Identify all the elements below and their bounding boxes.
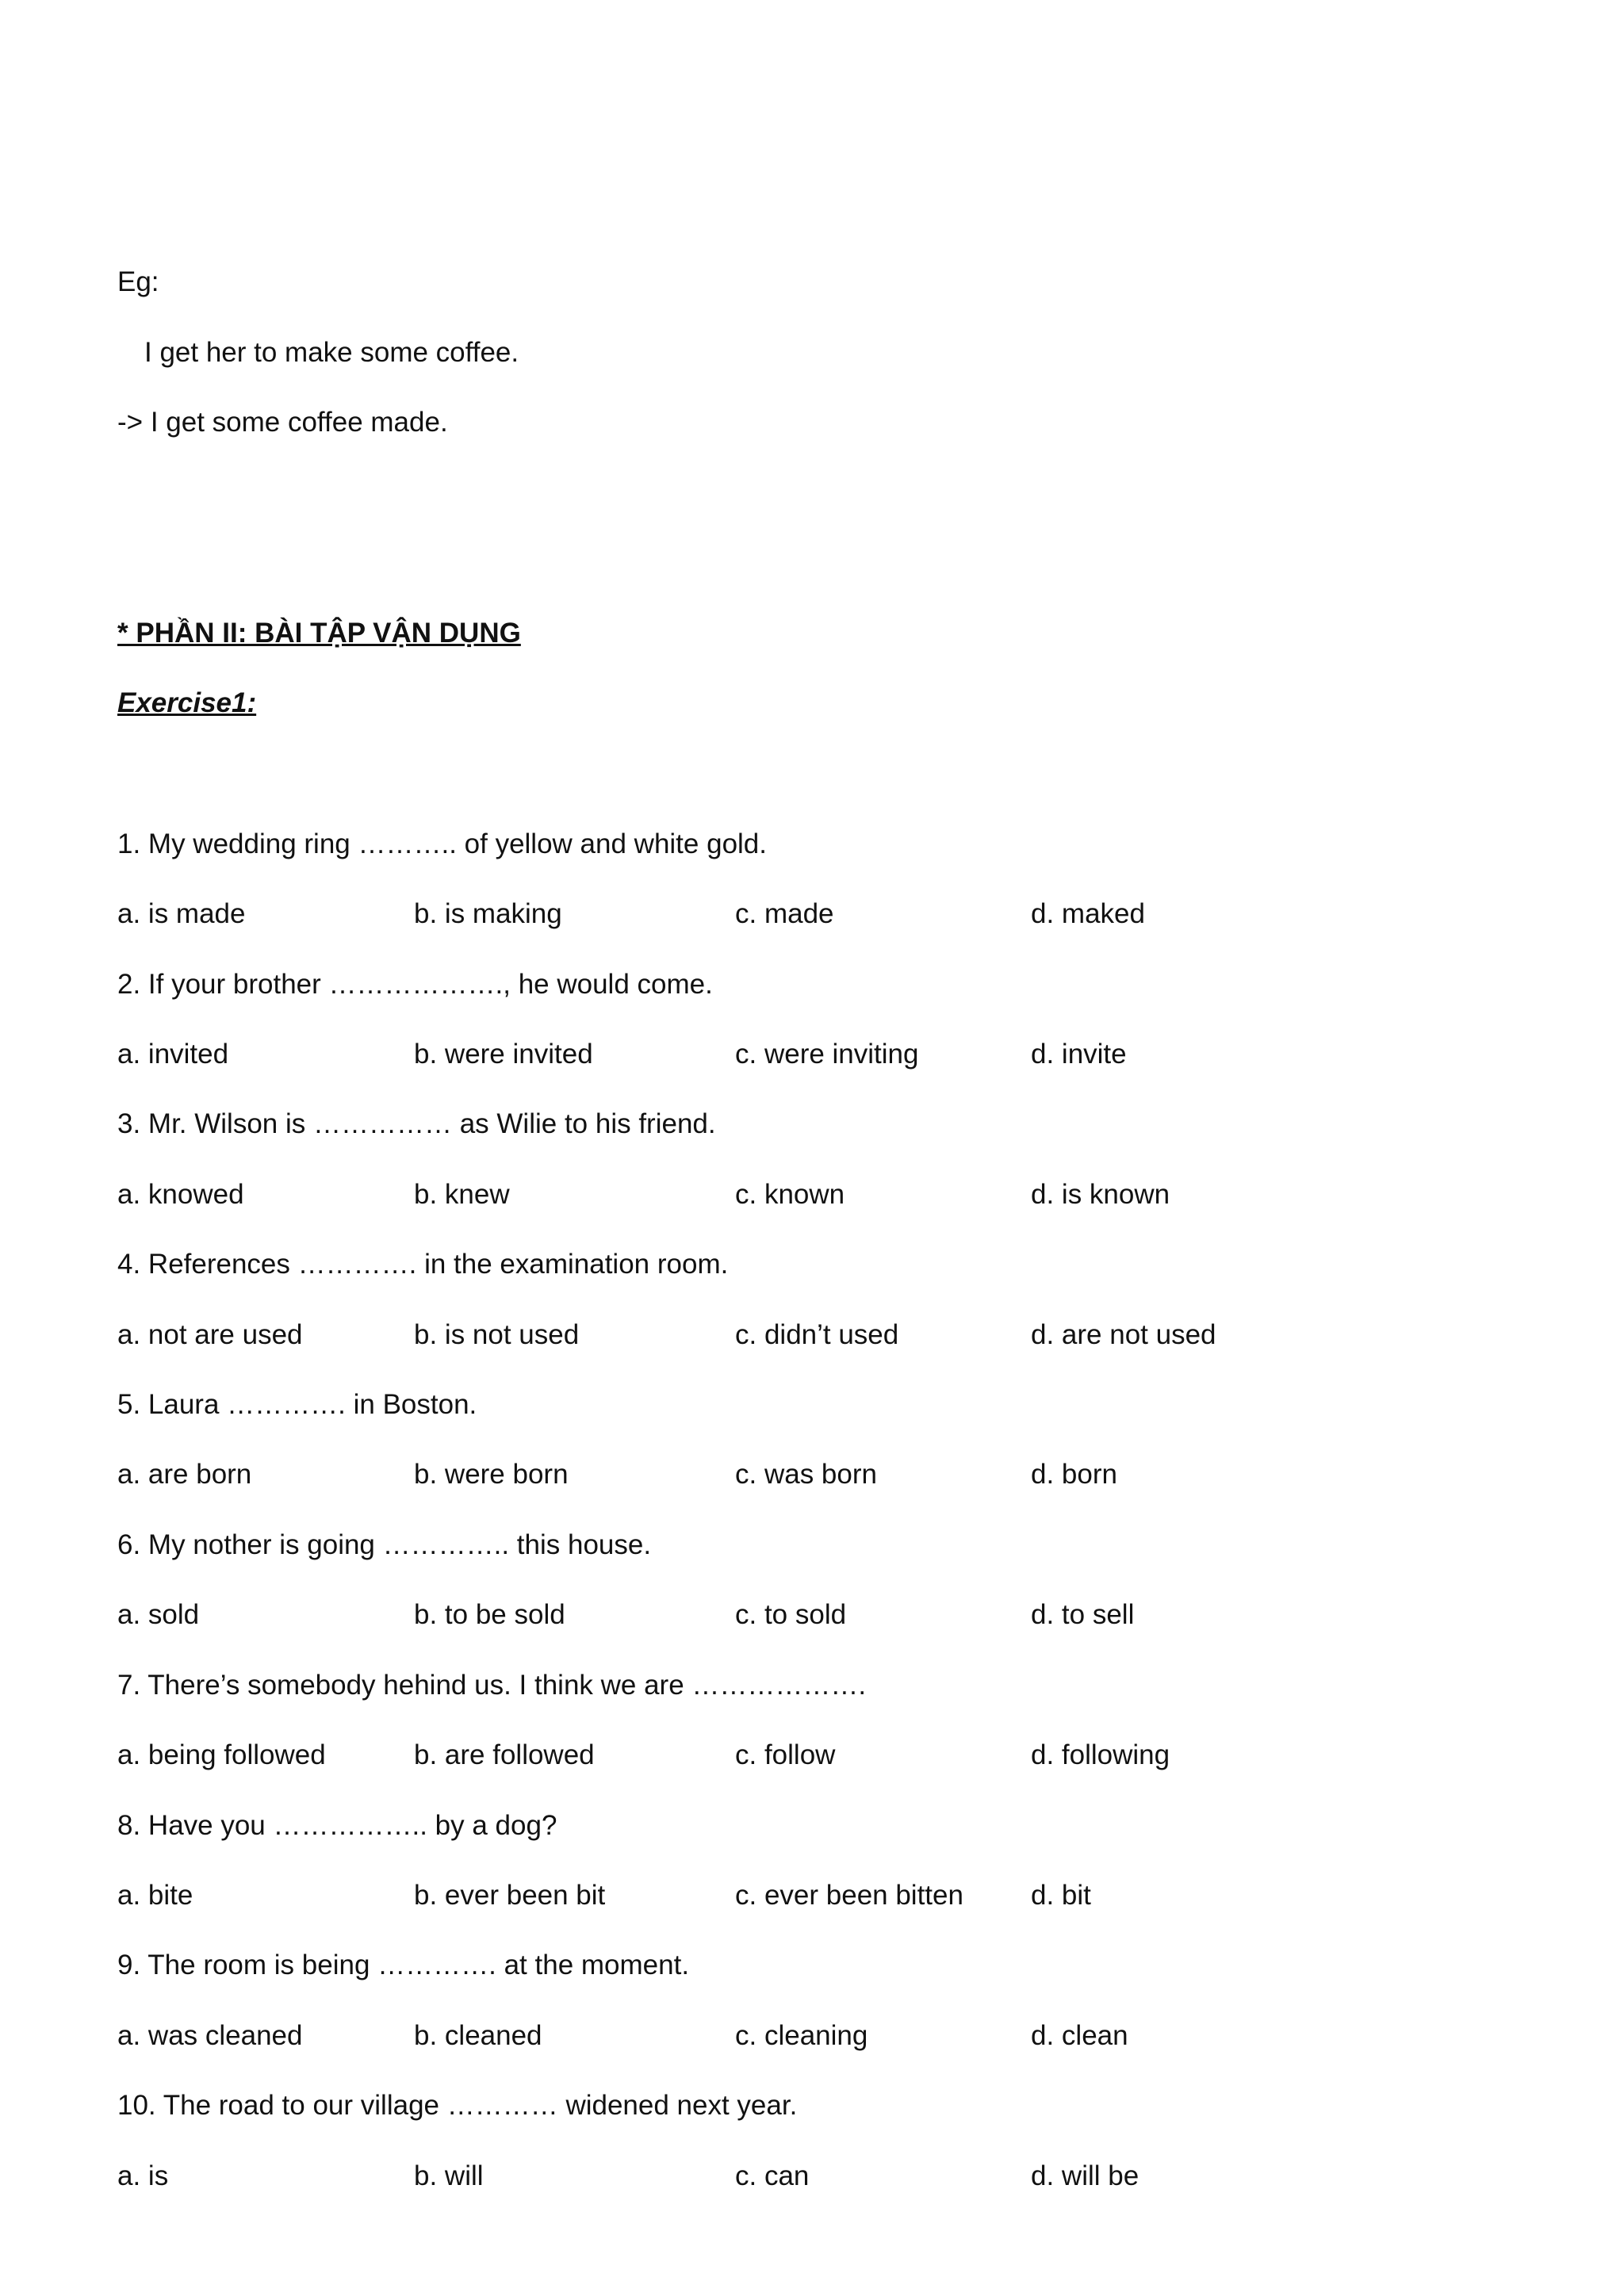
option-d: d. maked <box>1031 898 1145 929</box>
question-stem-3: 3. Mr. Wilson is …………… as Wilie to his friend. <box>117 1108 716 1139</box>
option-c: c. to sold <box>735 1599 847 1630</box>
option-c: c. was born <box>735 1459 877 1490</box>
option-a: a. bite <box>117 1880 193 1911</box>
option-b: b. to be sold <box>414 1599 565 1630</box>
question-options-4 <box>117 1318 1465 1353</box>
option-a: a. not are used <box>117 1319 303 1350</box>
option-c: c. can <box>735 2160 810 2191</box>
option-a: a. knowed <box>117 1179 244 1210</box>
option-a: a. are born <box>117 1459 252 1490</box>
option-b: b. were born <box>414 1459 569 1490</box>
option-d: d. will be <box>1031 2160 1139 2191</box>
option-c: c. ever been bitten <box>735 1880 963 1911</box>
option-c: c. were inviting <box>735 1039 919 1070</box>
section-heading: * PHẦN II: BÀI TẬP VẬN DỤNG <box>117 618 521 649</box>
question-options-1 <box>117 897 1465 932</box>
question-options-10 <box>117 2159 1465 2194</box>
option-c: c. made <box>735 898 834 929</box>
eg-label: Eg: <box>117 266 159 297</box>
option-c: c. cleaning <box>735 2020 868 2051</box>
question-stem-1: 1. My wedding ring ……….. of yellow and white gold. <box>117 828 767 859</box>
option-a: a. sold <box>117 1599 200 1630</box>
question-options-9 <box>117 2019 1465 2053</box>
question-options-3 <box>117 1177 1465 1212</box>
question-stem-5: 5. Laura …………. in Boston. <box>117 1389 477 1420</box>
question-stem-2: 2. If your brother ………………., he would come. <box>117 969 713 1000</box>
option-b: b. will <box>414 2160 484 2191</box>
question-options-8 <box>117 1878 1465 1913</box>
question-options-5 <box>117 1457 1465 1492</box>
question-stem-10: 10. The road to our village ………… widened next year. <box>117 2090 798 2121</box>
example-sentence: I get her to make some coffee. <box>144 337 519 368</box>
question-stem-8: 8. Have you …………….. by a dog? <box>117 1810 557 1841</box>
option-d: d. to sell <box>1031 1599 1135 1630</box>
option-b: b. were invited <box>414 1039 593 1070</box>
option-b: b. is not used <box>414 1319 580 1350</box>
option-b: b. knew <box>414 1179 510 1210</box>
option-b: b. cleaned <box>414 2020 542 2051</box>
question-options-6 <box>117 1598 1465 1632</box>
question-stem-4: 4. References …………. in the examination room. <box>117 1249 729 1280</box>
question-stem-7: 7. There’s somebody hehind us. I think we are ………………. <box>117 1670 867 1701</box>
option-a: a. was cleaned <box>117 2020 303 2051</box>
option-a: a. is made <box>117 898 246 929</box>
option-d: d. born <box>1031 1459 1117 1490</box>
option-c: c. known <box>735 1179 845 1210</box>
option-c: c. didn’t used <box>735 1319 899 1350</box>
option-b: b. are followed <box>414 1739 595 1770</box>
option-b: b. ever been bit <box>414 1880 606 1911</box>
option-c: c. follow <box>735 1739 836 1770</box>
option-d: d. bit <box>1031 1880 1091 1911</box>
option-a: a. being followed <box>117 1739 326 1770</box>
option-d: d. clean <box>1031 2020 1128 2051</box>
option-d: d. is known <box>1031 1179 1170 1210</box>
question-stem-6: 6. My nother is going ………….. this house. <box>117 1529 652 1560</box>
option-d: d. following <box>1031 1739 1170 1770</box>
question-stem-9: 9. The room is being …………. at the moment. <box>117 1950 690 1980</box>
question-options-7 <box>117 1738 1465 1773</box>
example-result: -> I get some coffee made. <box>117 407 448 438</box>
option-a: a. is <box>117 2160 169 2191</box>
option-d: d. are not used <box>1031 1319 1216 1350</box>
option-d: d. invite <box>1031 1039 1127 1070</box>
question-options-2 <box>117 1037 1465 1072</box>
exercise-title: Exercise1: <box>117 687 257 718</box>
option-a: a. invited <box>117 1039 229 1070</box>
option-b: b. is making <box>414 898 562 929</box>
